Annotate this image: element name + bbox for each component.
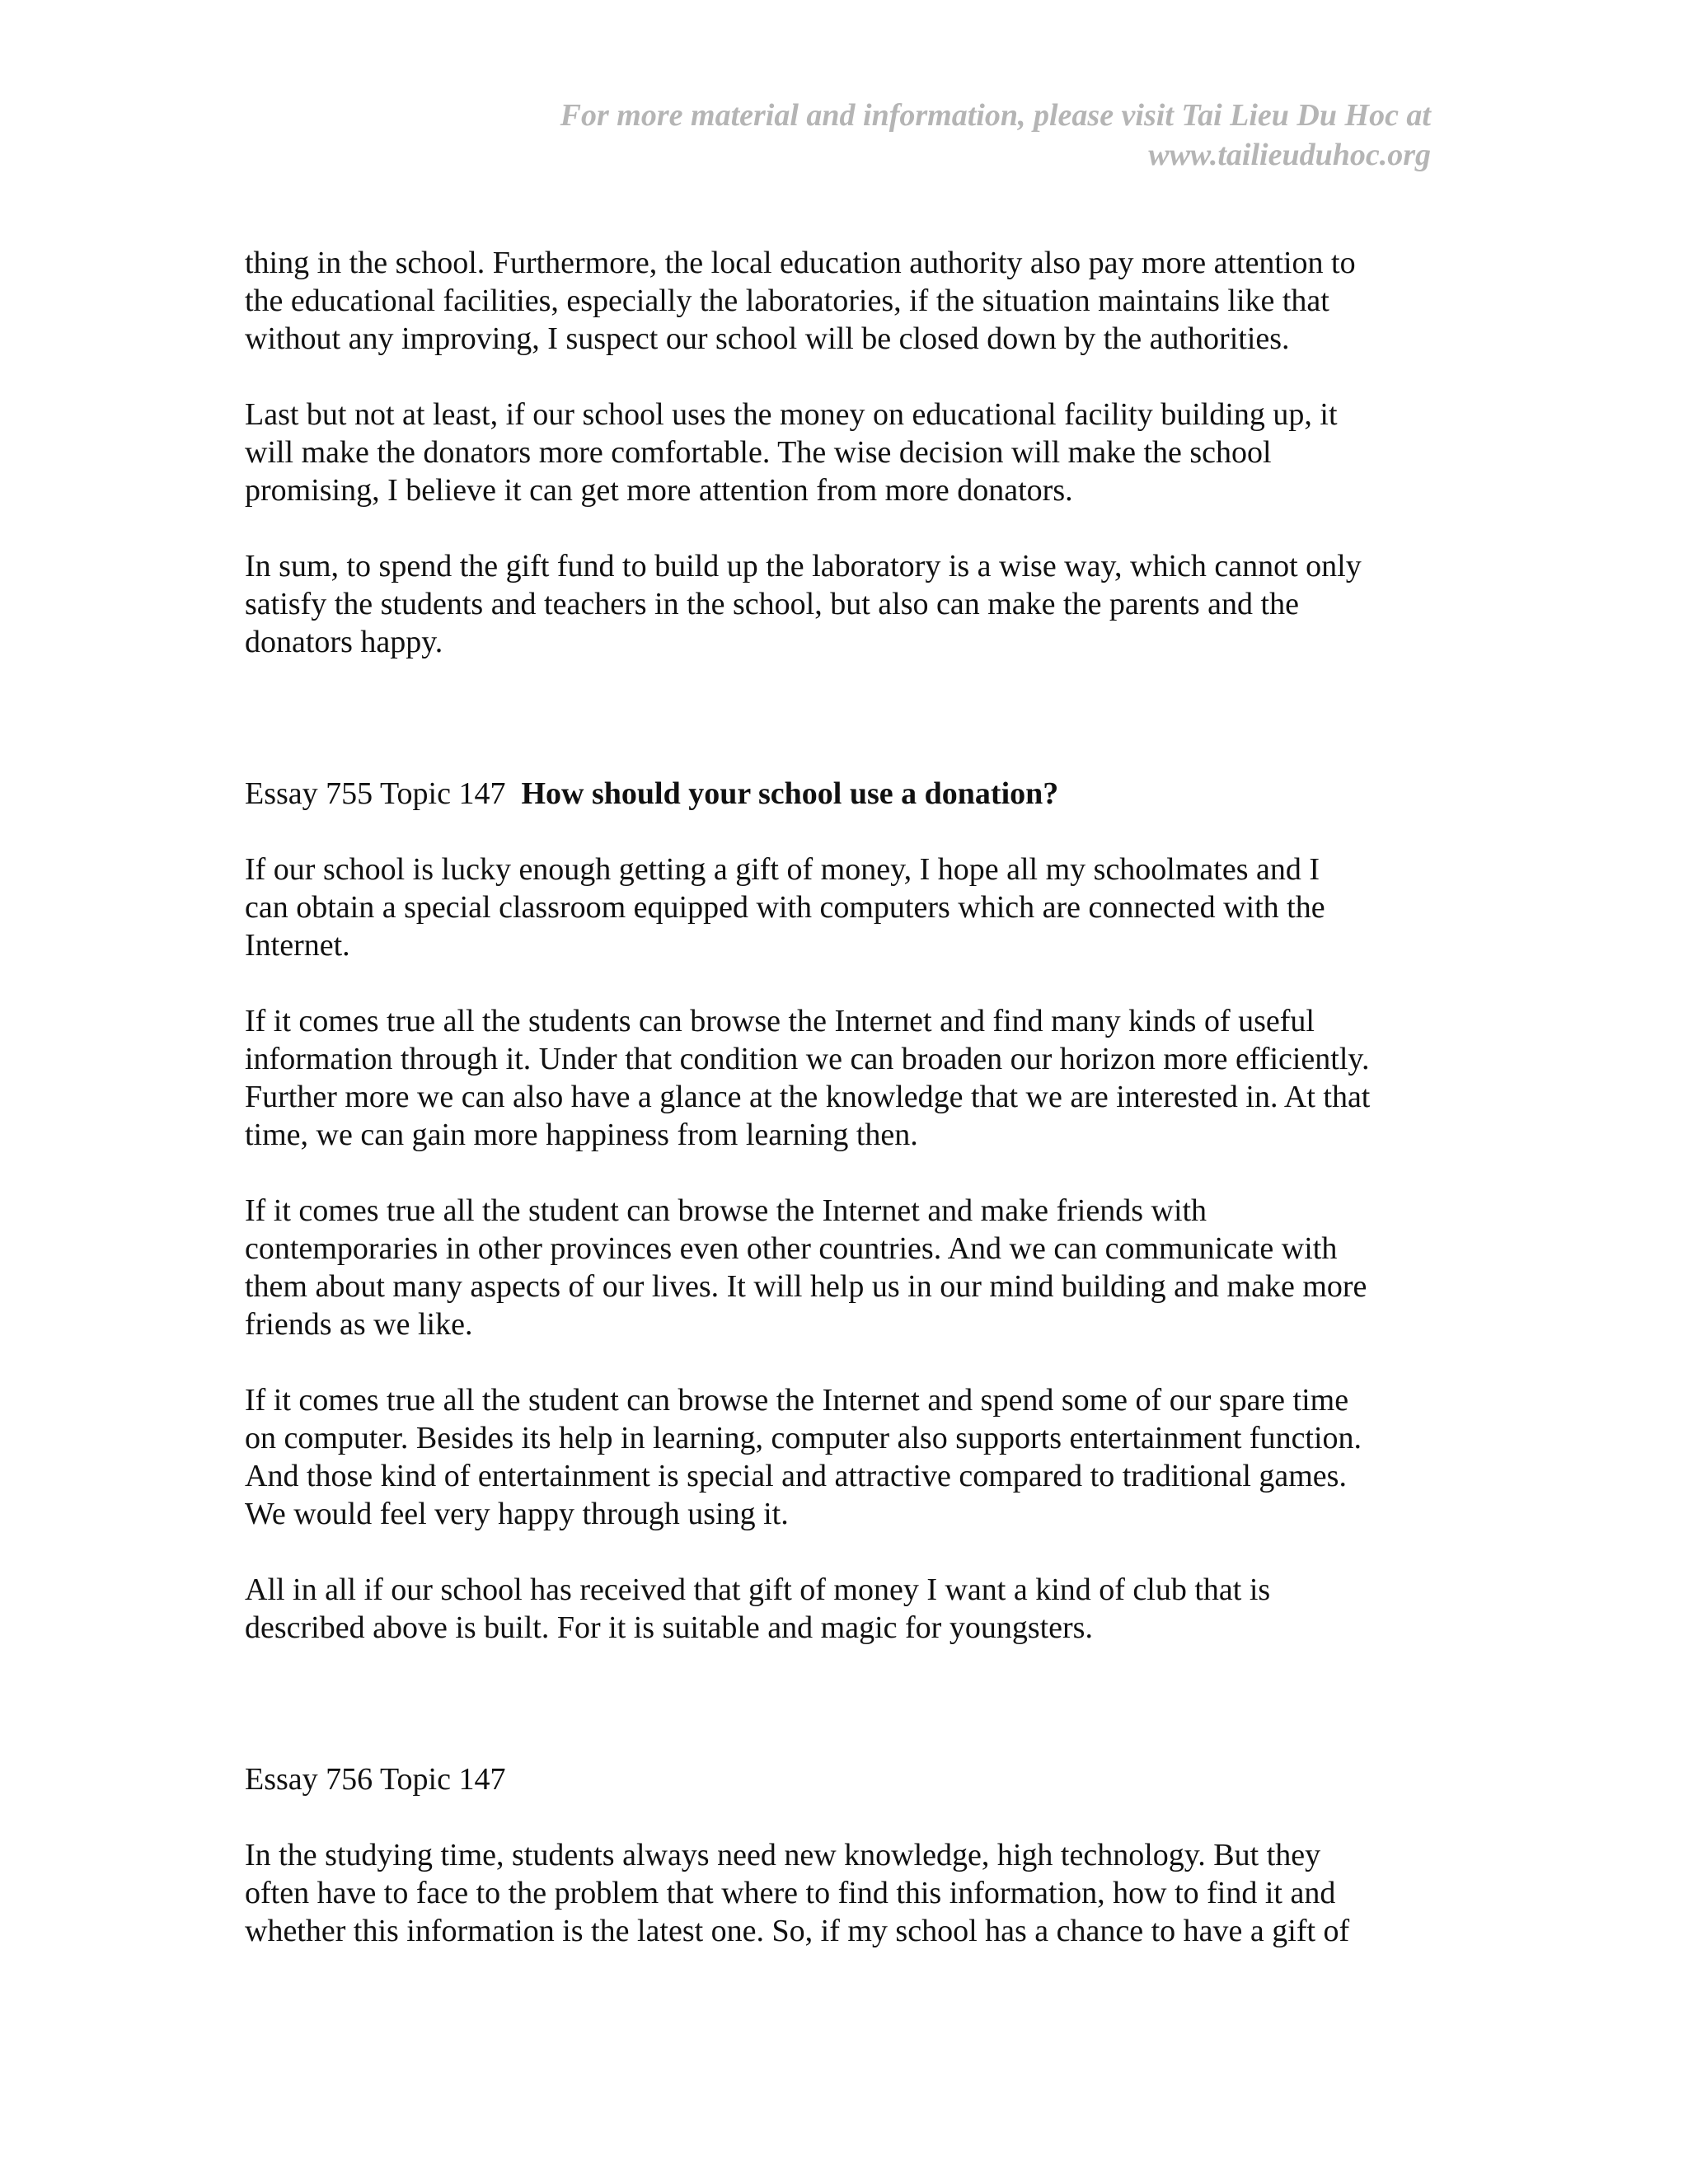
paragraph: thing in the school. Furthermore, the local education authority also pay more attention to the educational facilities, especially the laboratories, if the situation maintains like that without any improving, I suspect our school will be closed down by the authorities. [245,246,1356,356]
paragraph: In the studying time, students always need new knowledge, high technology. But they often have to face to the problem that where to find this information, how to find it and whether this information is the latest one. So, if my school has a chance to have a gift of [245,1838,1350,1948]
essay-label: Essay 756 Topic 147 [245,1762,506,1797]
essay-heading [245,775,1440,813]
section-spacer [245,1685,1440,1760]
page-header [442,96,1431,175]
essay-title: How should your school use a donation? [521,776,1059,811]
essay-heading [245,1760,1440,1798]
paragraph: If it comes true all the student can browse the Internet and spend some of our spare time on computer. Besides its help in learning, computer also supports entertainment function. And those kind of entertainment is special and attractive compared to traditional games. We would feel very happy through using it. [245,1383,1362,1531]
paragraph: Last but not at least, if our school uses the money on educational facility building up, it will make the donators more comfortable. The wise decision will make the school promising, I believe it can get more attention from more donators. [245,397,1338,508]
essay-label: Essay 755 Topic 147 [245,776,506,811]
paragraph: If our school is lucky enough getting a gift of money, I hope all my schoolmates and I can obtain a special classroom equipped with computers which are connected with the Internet. [245,852,1325,963]
document-body [245,244,1440,1988]
section-spacer [245,699,1440,775]
paragraph: If it comes true all the student can browse the Internet and make friends with contemporaries in other provinces even other countries. And we can communicate with them about many aspects of our lives. It will help us in our mind building and make more friends as we like. [245,1193,1367,1342]
paragraph: In sum, to spend the gift fund to build up the laboratory is a wise way, which cannot only satisfy the students and teachers in the school, but also can make the parents and the donators happy. [245,549,1362,659]
header-line-1: For more material and information, please visit Tai Lieu Du Hoc at [560,98,1431,133]
header-line-2: www.tailieuduhoc.org [1148,138,1431,172]
paragraph: All in all if our school has received that gift of money I want a kind of club that is described above is built. For it is suitable and magic for youngsters. [245,1572,1271,1645]
paragraph: If it comes true all the students can browse the Internet and find many kinds of useful information through it. Under that condition we can broaden our horizon more efficiently. Further more we can also have a glance at the knowledge that we are interested in. At that time, we can gain more happiness from learning then. [245,1004,1371,1152]
